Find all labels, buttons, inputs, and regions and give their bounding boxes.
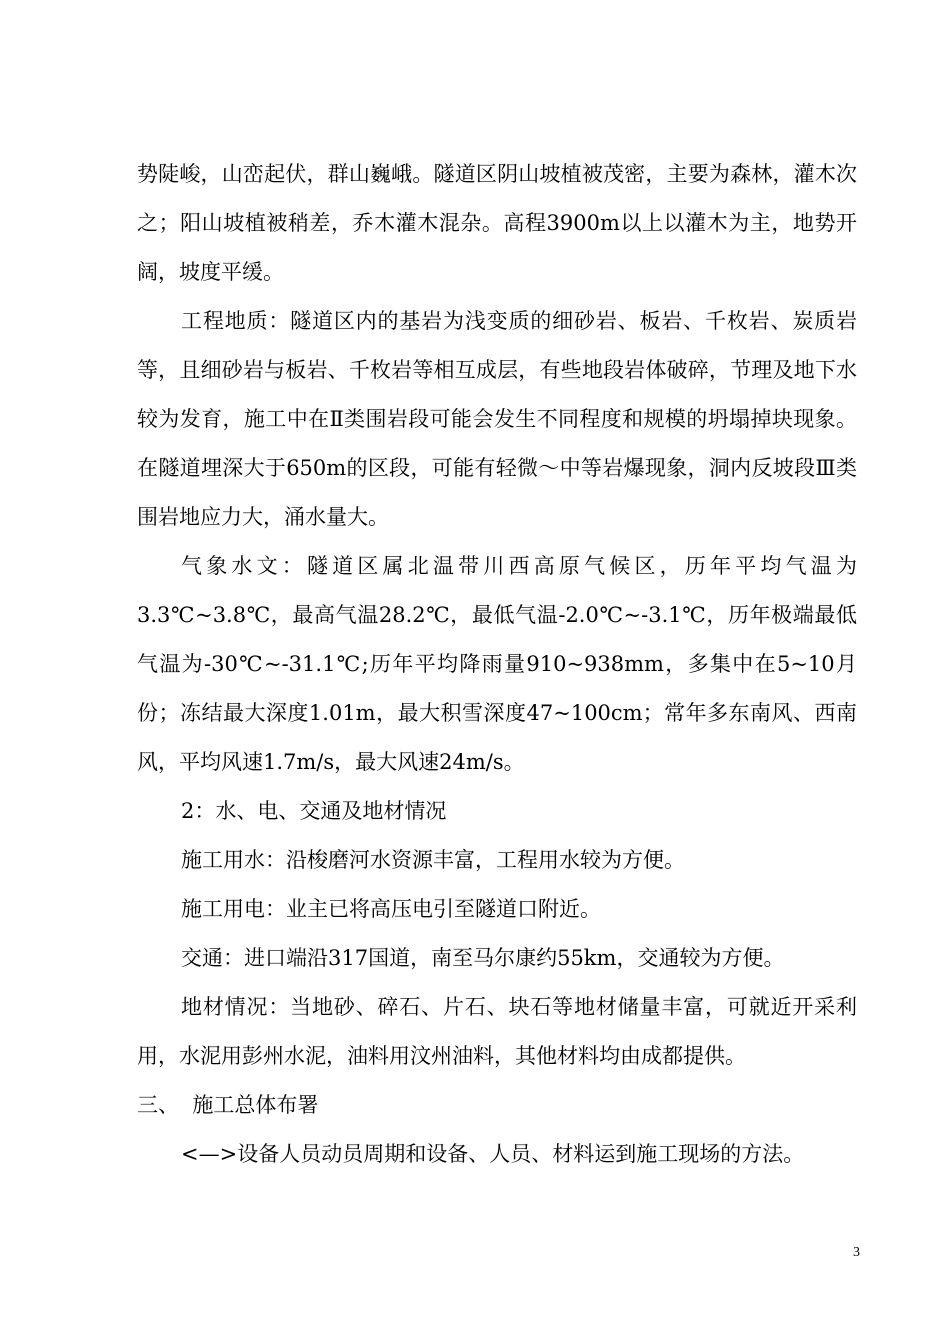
heading-water-power-transport: 2：水、电、交通及地材情况: [181, 799, 447, 823]
section-heading-general-layout: 三、 施工总体布署: [137, 1093, 319, 1117]
sub-heading-mobilization: <—>设备人员动员周期和设备、人员、材料运到施工现场的方法。: [181, 1142, 805, 1166]
paragraph-construction-water: 施工用水：沿梭磨河水资源丰富，工程用水较为方便。: [181, 848, 685, 872]
document-body: [137, 150, 857, 1179]
paragraph-transportation: 交通：进口端沿317国道，南至马尔康约55km，交通较为方便。: [181, 946, 785, 970]
paragraph-terrain-continued: 势陡峻，山峦起伏，群山巍峨。隧道区阴山坡植被茂密，主要为森林，灌木次之；阳山坡植被稍差，乔木灌木混杂。高程3900m以上以灌木为主，地势开阔，坡度平缓。: [137, 162, 857, 284]
paragraph-construction-power: 施工用电：业主已将高压电引至隧道口附近。: [181, 897, 601, 921]
paragraph-engineering-geology: 工程地质：隧道区内的基岩为浅变质的细砂岩、板岩、千枚岩、炭质岩等，且细砂岩与板岩、千枚岩等相互成层，有些地段岩体破碎，节理及地下水较为发育，施工中在Ⅱ类围岩段可能会发生不同程度和规模的坍塌掉块现象。在隧道埋深大于650m的区段，可能有轻微～中等岩爆现象，洞内反坡段Ⅲ类围岩地应力大，涌水量大。: [137, 309, 857, 529]
page-number: 3: [853, 1245, 860, 1260]
paragraph-meteorology-hydrology: 气象水文：隧道区属北温带川西高原气候区，历年平均气温为3.3℃~3.8℃，最高气温28.2℃，最低气温-2.0℃~-3.1℃，历年极端最低气温为-30℃~-31.1℃;历年平均降雨量910~938mm，多集中在5~10月份；冻结最大深度1.01m，最大积雪深度47~100cm；常年多东南风、西南风，平均风速1.7m/s，最大风速24m/s。: [137, 554, 857, 774]
paragraph-local-materials: 地材情况：当地砂、碎石、片石、块石等地材储量丰富，可就近开采利用，水泥用彭州水泥，油料用汶州油料，其他材料均由成都提供。: [137, 995, 857, 1068]
